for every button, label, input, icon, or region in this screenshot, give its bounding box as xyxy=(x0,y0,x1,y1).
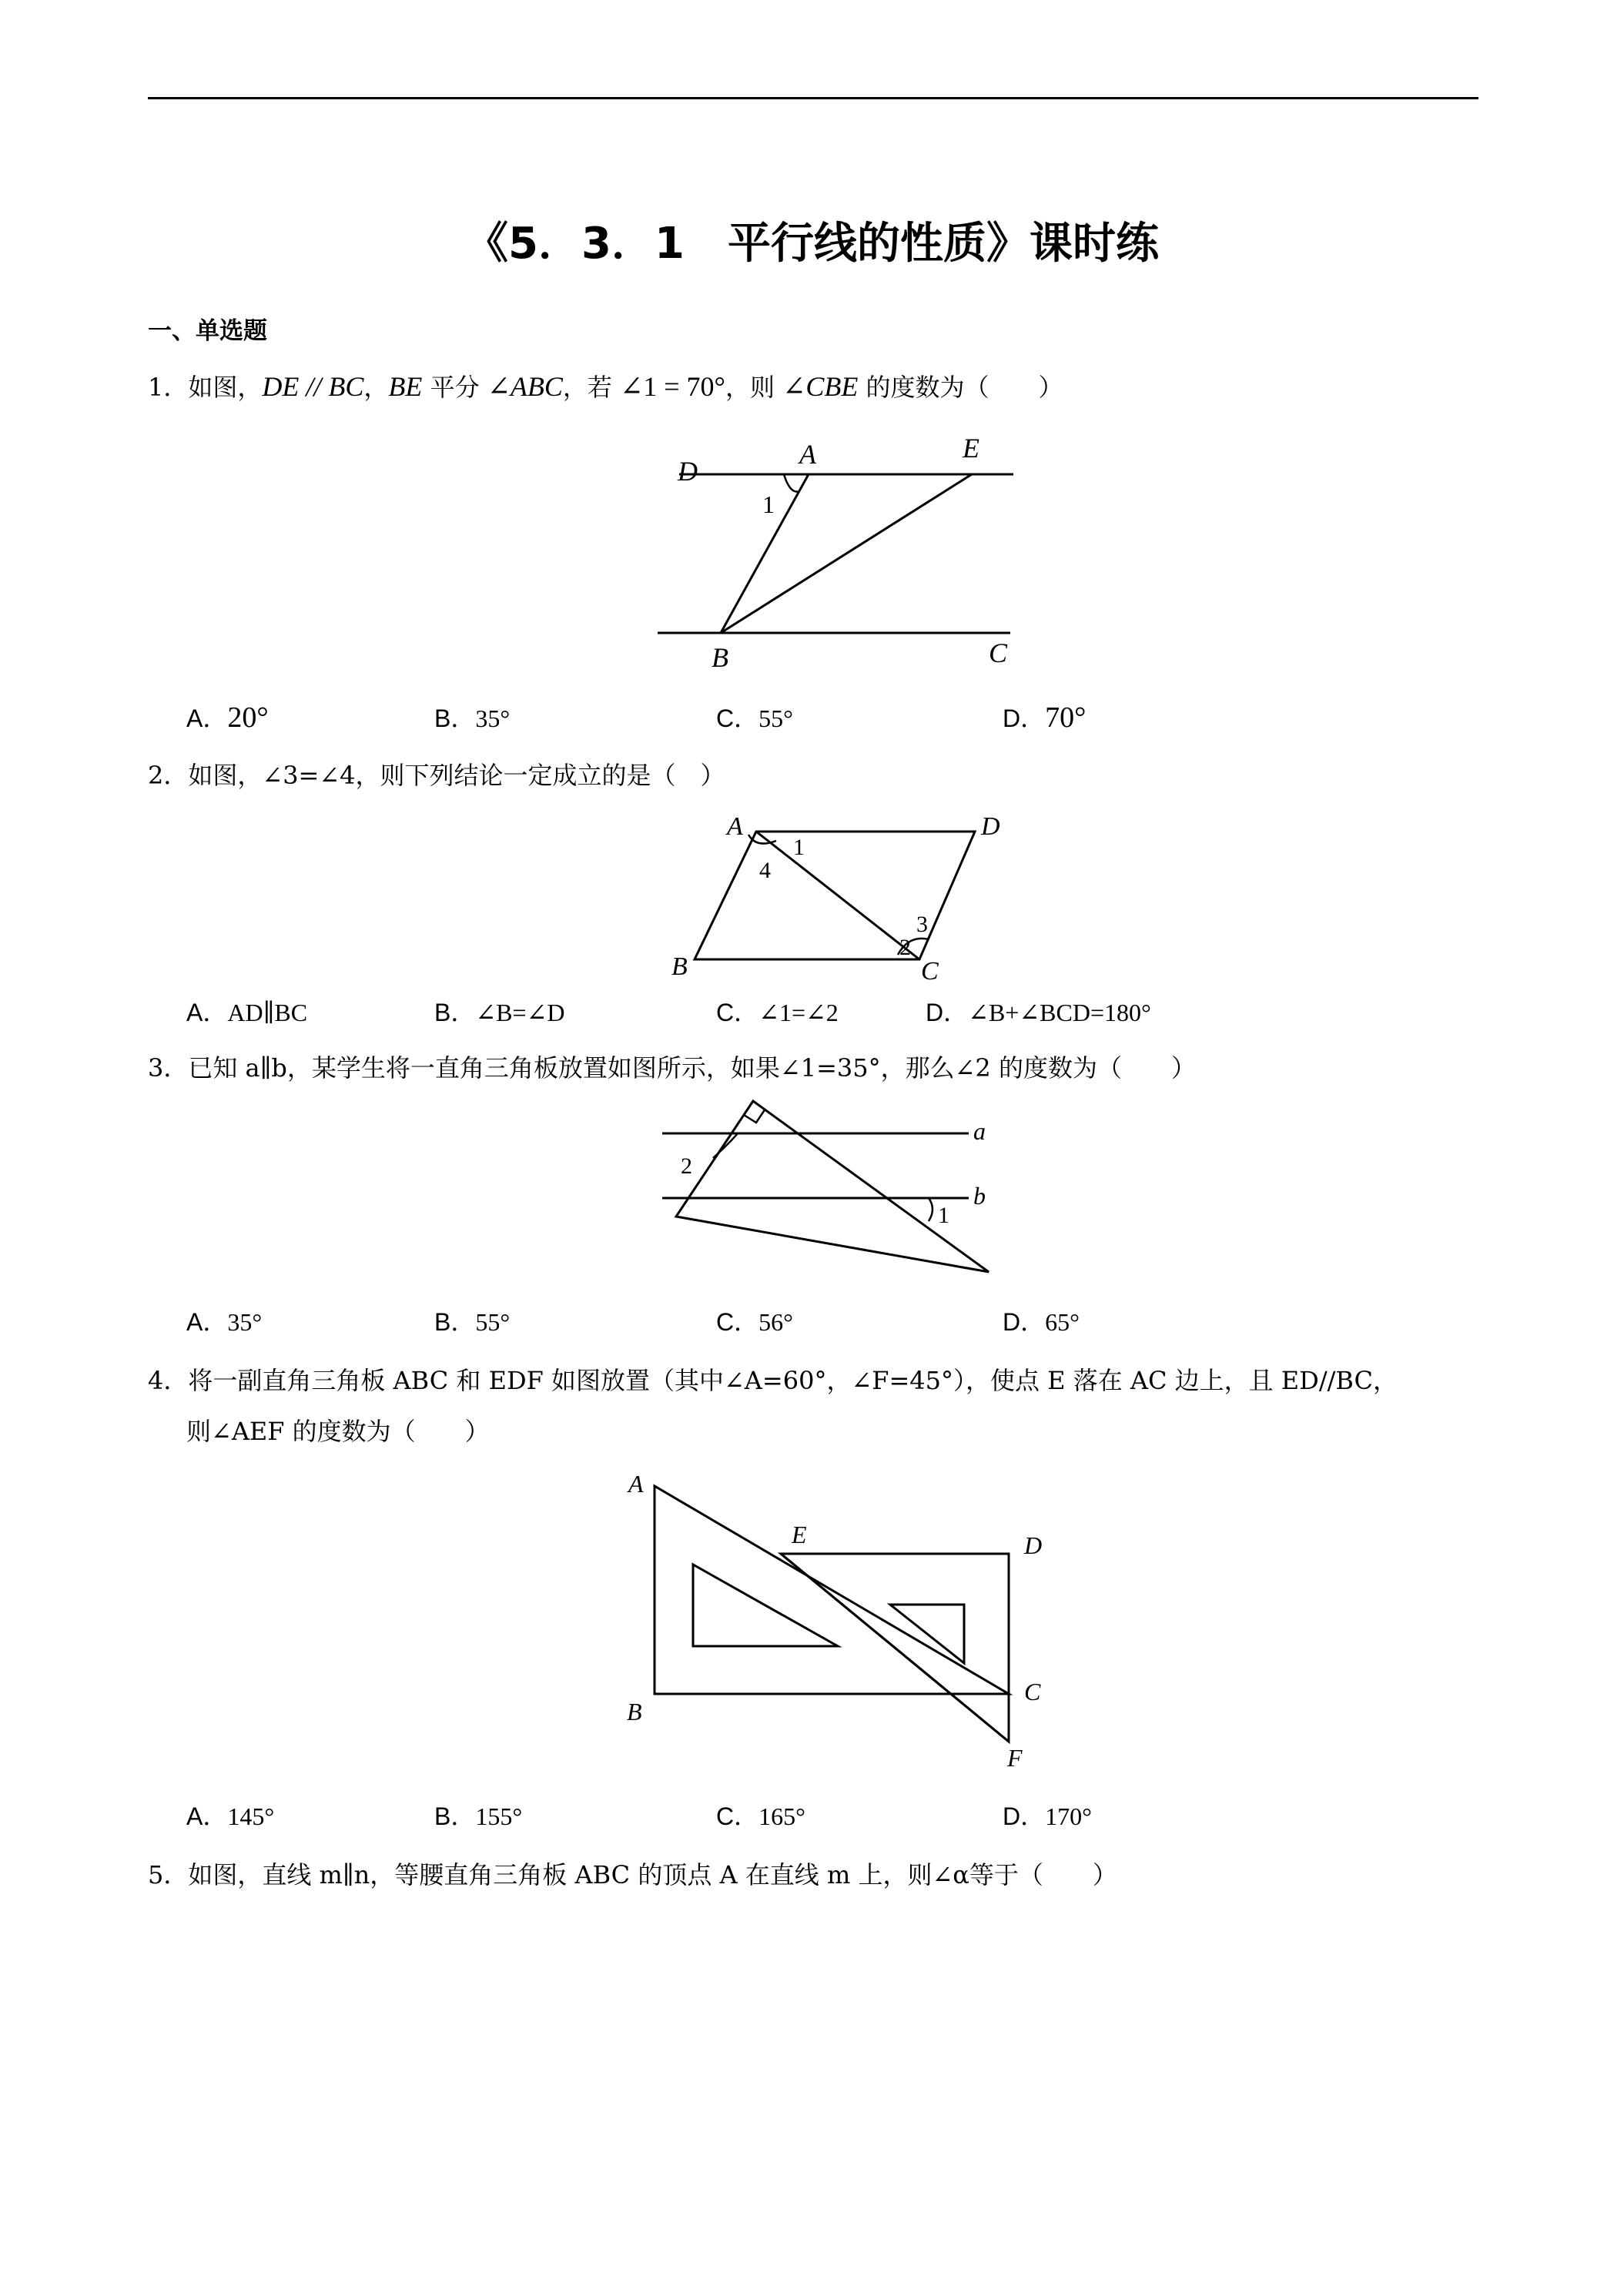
option-a[interactable] xyxy=(186,1797,274,1832)
question-number: 1． xyxy=(148,373,189,402)
label-a: a xyxy=(973,1117,986,1145)
option-label: D． xyxy=(1003,1802,1046,1830)
segment-ef xyxy=(781,1554,1009,1742)
label-e: E xyxy=(963,433,979,464)
option-value: 35° xyxy=(475,705,511,732)
option-label: B． xyxy=(434,999,476,1026)
label-angle-1: 1 xyxy=(762,490,775,518)
label-angle-3: 3 xyxy=(916,912,928,937)
label-b: B xyxy=(627,1698,642,1725)
question-number: 4． xyxy=(148,1366,189,1395)
option-label: B． xyxy=(434,1802,476,1830)
label-a: A xyxy=(628,1470,644,1498)
option-label: D． xyxy=(1003,705,1046,732)
figure-q4 xyxy=(616,1463,1063,1771)
option-c[interactable] xyxy=(716,1797,805,1832)
option-value: 20° xyxy=(227,701,269,734)
option-b[interactable] xyxy=(434,1303,510,1338)
page-title: 《5．3．1 平行线的性质》课时练 xyxy=(465,219,1159,269)
option-value: AD∥BC xyxy=(227,999,308,1026)
question-text: 如图，直线 m∥n，等腰直角三角板 ABC 的顶点 A 在直线 m 上，则∠α等于（ ） xyxy=(188,1860,1117,1889)
triangle-abc xyxy=(655,1486,1009,1694)
label-a: A xyxy=(727,812,743,841)
angle-1-arc xyxy=(784,474,799,492)
label-angle-1: 1 xyxy=(938,1203,949,1228)
triangle-abc-inner xyxy=(693,1565,838,1646)
option-c[interactable] xyxy=(716,993,839,1029)
question-number: 5． xyxy=(148,1860,189,1889)
question-text: 则∠AEF 的度数为（ ） xyxy=(186,1417,490,1446)
option-c[interactable] xyxy=(716,1303,793,1338)
math-be: BE xyxy=(388,371,423,402)
label-c: C xyxy=(921,957,939,986)
label-b: B xyxy=(671,952,688,981)
option-a[interactable] xyxy=(186,993,307,1029)
parallelogram-abcd xyxy=(695,832,975,959)
option-d[interactable] xyxy=(1003,1797,1092,1832)
question-1 xyxy=(148,368,1063,403)
option-value: 55° xyxy=(475,1308,511,1336)
figure-q1 xyxy=(647,423,1032,678)
label-angle-4: 4 xyxy=(759,858,771,883)
figure-q2 xyxy=(662,808,1016,986)
question-text: ，则 xyxy=(725,373,783,402)
label-b: b xyxy=(973,1182,986,1210)
label-e: E xyxy=(792,1521,807,1548)
header-rule xyxy=(148,97,1478,99)
question-4-continued xyxy=(186,1412,490,1448)
label-angle-2: 2 xyxy=(681,1153,692,1179)
question-text: 的度数为（ ） xyxy=(858,373,1063,402)
section-heading: 一、单选题 xyxy=(148,317,267,345)
math-angle-cbe: ∠CBE xyxy=(782,371,859,402)
option-label: B． xyxy=(434,705,476,732)
option-label: C． xyxy=(716,1308,759,1336)
label-d: D xyxy=(678,456,698,487)
question-text: ，若 xyxy=(562,373,621,402)
option-d[interactable] xyxy=(1003,699,1086,735)
option-label: A． xyxy=(186,1308,228,1336)
math-de-bc: DE // BC xyxy=(262,371,364,402)
label-f: F xyxy=(1007,1744,1023,1771)
option-label: A． xyxy=(186,705,228,732)
option-value: 165° xyxy=(758,1802,805,1830)
option-c[interactable] xyxy=(716,699,793,735)
label-c: C xyxy=(989,638,1008,668)
option-value: 170° xyxy=(1045,1802,1092,1830)
question-4 xyxy=(148,1361,1398,1397)
option-label: C． xyxy=(716,1802,759,1830)
question-text: 平分 xyxy=(422,373,487,402)
label-angle-1: 1 xyxy=(793,835,805,860)
label-d: D xyxy=(981,812,1000,841)
option-label: A． xyxy=(186,1802,228,1830)
label-angle-2: 2 xyxy=(899,935,911,960)
label-a: A xyxy=(799,439,816,470)
label-b: B xyxy=(712,642,728,673)
option-value: ∠B=∠D xyxy=(475,999,565,1026)
question-3 xyxy=(148,1049,1196,1084)
option-b[interactable] xyxy=(434,699,510,735)
option-a[interactable] xyxy=(186,1303,262,1338)
option-label: A． xyxy=(186,999,228,1026)
option-value: 55° xyxy=(758,705,793,732)
right-triangle xyxy=(676,1101,989,1272)
option-label: C． xyxy=(716,705,759,732)
option-label: B． xyxy=(434,1308,476,1336)
figure-q3 xyxy=(655,1093,1016,1286)
option-value: 155° xyxy=(475,1802,523,1830)
option-value: 145° xyxy=(227,1802,275,1830)
label-c: C xyxy=(1024,1678,1041,1705)
option-value: 70° xyxy=(1045,701,1087,734)
option-b[interactable] xyxy=(434,1797,522,1832)
question-number: 3． xyxy=(148,1053,189,1083)
option-value: ∠B+∠BCD=180° xyxy=(968,999,1151,1026)
question-text: ， xyxy=(363,373,389,402)
angle-1-arc xyxy=(929,1198,933,1221)
question-2 xyxy=(148,756,725,792)
question-number: 2． xyxy=(148,761,189,790)
option-d[interactable] xyxy=(1003,1303,1080,1338)
question-text: 已知 a∥b，某学生将一直角三角板放置如图所示，如果∠1=35°，那么∠2 的度数为（ ） xyxy=(188,1053,1196,1083)
question-5 xyxy=(148,1856,1117,1891)
math-angle-abc: ∠ABC xyxy=(487,371,563,402)
question-text: 如图， xyxy=(188,373,263,402)
option-label: D． xyxy=(1003,1308,1046,1336)
option-value: 35° xyxy=(227,1308,263,1336)
option-a[interactable] xyxy=(186,699,269,735)
option-label: C． xyxy=(716,999,759,1026)
option-value: 65° xyxy=(1045,1308,1080,1336)
option-b[interactable] xyxy=(434,993,564,1029)
option-value: ∠1=∠2 xyxy=(758,999,839,1026)
option-label: D． xyxy=(926,999,969,1026)
option-d[interactable] xyxy=(926,993,1151,1029)
question-text: 如图，∠3=∠4，则下列结论一定成立的是（ ） xyxy=(188,761,725,790)
question-text: 将一副直角三角板 ABC 和 EDF 如图放置（其中∠A=60°，∠F=45°），使点 E 落在 AC 边上，且 ED//BC， xyxy=(188,1366,1398,1395)
label-d: D xyxy=(1024,1531,1043,1559)
option-value: 56° xyxy=(758,1308,793,1336)
math-angle-1: ∠1 = 70° xyxy=(620,371,725,402)
diagonal-ac xyxy=(756,832,919,959)
segment-be xyxy=(721,474,972,633)
angle-2-arc xyxy=(713,1133,738,1158)
